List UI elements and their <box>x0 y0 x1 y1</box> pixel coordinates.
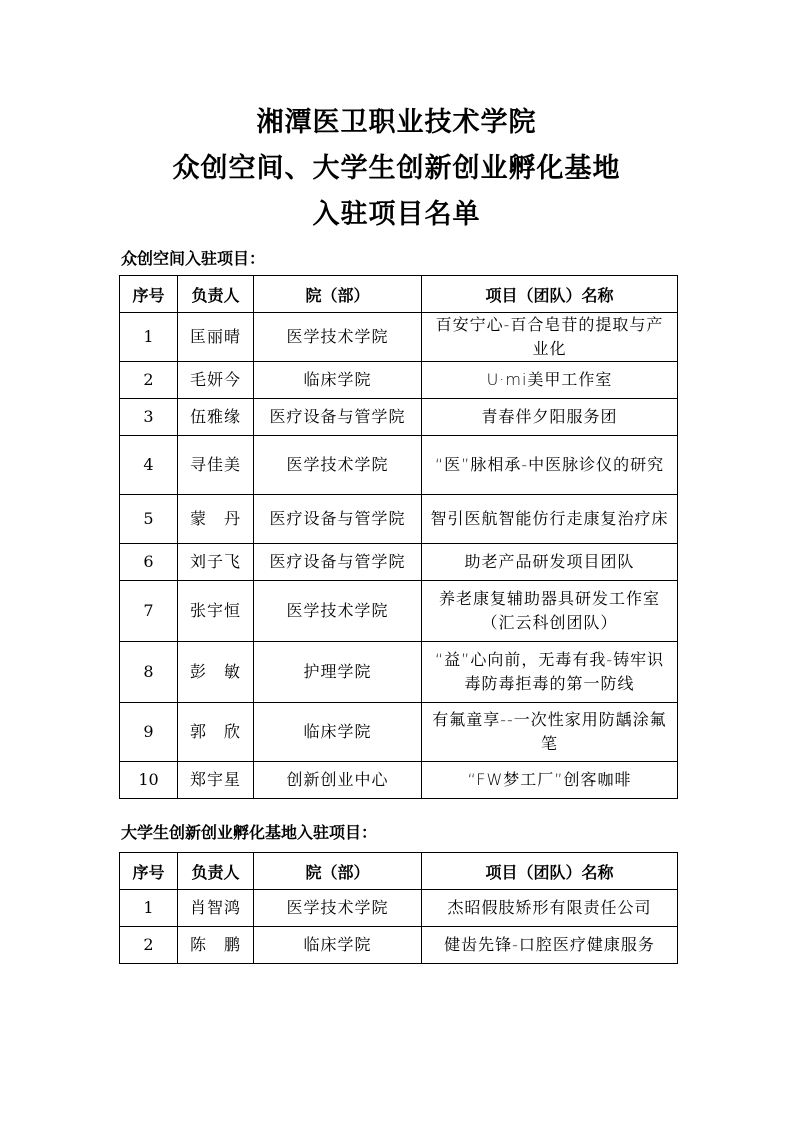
cell-department: 医疗设备与管学院 <box>254 495 422 544</box>
title-line-2: 众创空间、大学生创新创业孵化基地 <box>172 153 621 184</box>
cell-project: 杰昭假肢矫形有限责任公司 <box>422 890 678 927</box>
header-department: 院（部） <box>254 276 422 313</box>
table-row <box>120 642 678 703</box>
cell-number: 10 <box>120 762 178 799</box>
cell-leader: 郭 欣 <box>178 703 254 762</box>
cell-number: 2 <box>120 362 178 399</box>
header-number: 序号 <box>120 276 178 313</box>
cell-department: 医学技术学院 <box>254 581 422 642</box>
table-header-row <box>120 276 678 313</box>
cell-project: 智引医航智能仿行走康复治疗床 <box>422 495 678 544</box>
section-heading-maker-space: 众创空间入驻项目： <box>121 249 266 268</box>
cell-department: 临床学院 <box>254 703 422 762</box>
header-leader: 负责人 <box>178 853 254 890</box>
table-row <box>120 544 678 581</box>
cell-leader: 蒙 丹 <box>178 495 254 544</box>
header-project: 项目（团队）名称 <box>422 853 678 890</box>
cell-department: 医学技术学院 <box>254 890 422 927</box>
cell-number: 6 <box>120 544 178 581</box>
table-row <box>120 581 678 642</box>
cell-number: 3 <box>120 399 178 436</box>
cell-project: “益”心向前，无毒有我-铸牢识毒防毒拒毒的第一防线 <box>422 642 678 703</box>
cell-project: U·mi美甲工作室 <box>422 362 678 399</box>
cell-leader: 匡丽晴 <box>178 313 254 362</box>
cell-number: 1 <box>120 313 178 362</box>
table-row <box>120 436 678 495</box>
cell-leader: 陈 鹏 <box>178 927 254 964</box>
cell-project: 青春伴夕阳服务团 <box>422 399 678 436</box>
cell-number: 7 <box>120 581 178 642</box>
table-row <box>120 703 678 762</box>
cell-number: 4 <box>120 436 178 495</box>
cell-department: 医学技术学院 <box>254 313 422 362</box>
table-row <box>120 313 678 362</box>
cell-number: 1 <box>120 890 178 927</box>
cell-leader: 伍雅缘 <box>178 399 254 436</box>
cell-leader: 刘子飞 <box>178 544 254 581</box>
table-row <box>120 495 678 544</box>
cell-department: 医疗设备与管学院 <box>254 544 422 581</box>
title-line-1: 湘潭医卫职业技术学院 <box>256 107 537 138</box>
cell-leader: 毛妍今 <box>178 362 254 399</box>
cell-department: 临床学院 <box>254 927 422 964</box>
cell-project: 有氟童享--一次性家用防龋涂氟笔 <box>422 703 678 762</box>
cell-leader: 郑宇星 <box>178 762 254 799</box>
header-project: 项目（团队）名称 <box>422 276 678 313</box>
table-header-row <box>120 853 678 890</box>
cell-leader: 彭 敏 <box>178 642 254 703</box>
cell-project: 百安宁心-百合皂苷的提取与产业化 <box>422 313 678 362</box>
table-row <box>120 362 678 399</box>
cell-department: 护理学院 <box>254 642 422 703</box>
cell-project: “FW梦工厂”创客咖啡 <box>422 762 678 799</box>
cell-leader: 张宇恒 <box>178 581 254 642</box>
header-department: 院（部） <box>254 853 422 890</box>
cell-project: 助老产品研发项目团队 <box>422 544 678 581</box>
cell-project: “医”脉相承-中医脉诊仪的研究 <box>422 436 678 495</box>
section-heading-incubator: 大学生创新创业孵化基地入驻项目： <box>121 823 378 842</box>
cell-project: 健齿先锋-口腔医疗健康服务 <box>422 927 678 964</box>
header-leader: 负责人 <box>178 276 254 313</box>
table-row <box>120 762 678 799</box>
header-number: 序号 <box>120 853 178 890</box>
table-row <box>120 890 678 927</box>
table-row <box>120 399 678 436</box>
cell-leader: 肖智鸿 <box>178 890 254 927</box>
cell-project: 养老康复辅助器具研发工作室（汇云科创团队） <box>422 581 678 642</box>
cell-leader: 寻佳美 <box>178 436 254 495</box>
cell-number: 5 <box>120 495 178 544</box>
cell-number: 8 <box>120 642 178 703</box>
cell-number: 9 <box>120 703 178 762</box>
table-row <box>120 927 678 964</box>
cell-department: 医疗设备与管学院 <box>254 399 422 436</box>
cell-department: 创新创业中心 <box>254 762 422 799</box>
cell-department: 医学技术学院 <box>254 436 422 495</box>
title-line-3: 入驻项目名单 <box>312 199 481 230</box>
incubator-table <box>119 852 678 964</box>
maker-space-table <box>119 275 678 799</box>
cell-department: 临床学院 <box>254 362 422 399</box>
cell-number: 2 <box>120 927 178 964</box>
